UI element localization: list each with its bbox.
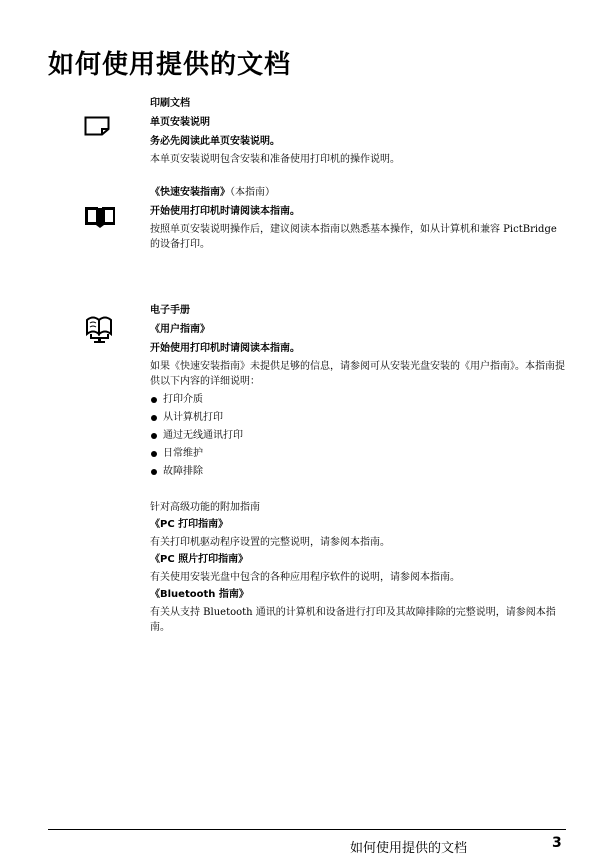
additional-guides-heading: 针对高级功能的附加指南 xyxy=(150,502,260,513)
printed-docs-heading: 印刷文档 xyxy=(150,98,190,109)
list-item: 日常维护 xyxy=(150,445,565,463)
quick-guide-title: 《快速安装指南》 xyxy=(150,187,230,198)
book-icon xyxy=(84,206,116,228)
sheet-document-icon xyxy=(84,116,110,136)
bluetooth-guide-description: 有关从支持 Bluetooth 通讯的计算机和设备进行打印及其故障排除的完整说明，请参阅本指南。 xyxy=(150,607,556,633)
quick-guide-section xyxy=(150,183,565,252)
quick-guide-title-line xyxy=(150,183,565,202)
pc-print-guide-description: 有关打印机驱动程序设置的完整说明，请参阅本指南。 xyxy=(150,537,390,548)
printed-docs-section xyxy=(150,94,565,167)
list-item: 通过无线通讯打印 xyxy=(150,427,565,445)
electronic-manual-icon xyxy=(84,312,116,344)
list-item: 打印介质 xyxy=(150,391,565,409)
quick-guide-description: 按照单页安装说明操作后，建议阅读本指南以熟悉基本操作，如从计算机和兼容 PictBridge 的设备打印。 xyxy=(150,224,557,250)
user-guide-instruction: 开始使用打印机时请阅读本指南。 xyxy=(150,343,300,354)
list-item: 从计算机打印 xyxy=(150,409,565,427)
pc-photo-guide-description: 有关使用安装光盘中包含的各种应用程序软件的说明，请参阅本指南。 xyxy=(150,572,460,583)
user-guide-title: 《用户指南》 xyxy=(150,324,210,335)
pc-print-guide-title: 《PC 打印指南》 xyxy=(150,519,229,530)
page-title: 如何使用提供的文档 xyxy=(48,50,292,80)
quick-guide-instruction: 开始使用打印机时请阅读本指南。 xyxy=(150,206,300,217)
list-item: 故障排除 xyxy=(150,463,565,481)
page-number: 3 xyxy=(552,835,562,851)
pc-photo-guide-title: 《PC 照片打印指南》 xyxy=(150,554,249,565)
setup-sheet-description: 本单页安装说明包含安装和准备使用打印机的操作说明。 xyxy=(150,154,400,165)
user-guide-topic-list xyxy=(150,391,565,481)
quick-guide-subtitle: （本指南） xyxy=(230,187,275,198)
electronic-manuals-section xyxy=(150,301,565,635)
bluetooth-guide-title: 《Bluetooth 指南》 xyxy=(150,589,249,600)
setup-sheet-instruction: 务必先阅读此单页安装说明。 xyxy=(150,136,280,147)
user-guide-description: 如果《快速安装指南》未提供足够的信息，请参阅可从安装光盘安装的《用户指南》。本指南提供以下内容的详细说明： xyxy=(150,361,565,387)
footer-title: 如何使用提供的文档 xyxy=(350,841,468,856)
electronic-manuals-heading: 电子手册 xyxy=(150,305,190,316)
footer-divider xyxy=(48,829,566,830)
setup-sheet-title: 单页安装说明 xyxy=(150,117,210,128)
